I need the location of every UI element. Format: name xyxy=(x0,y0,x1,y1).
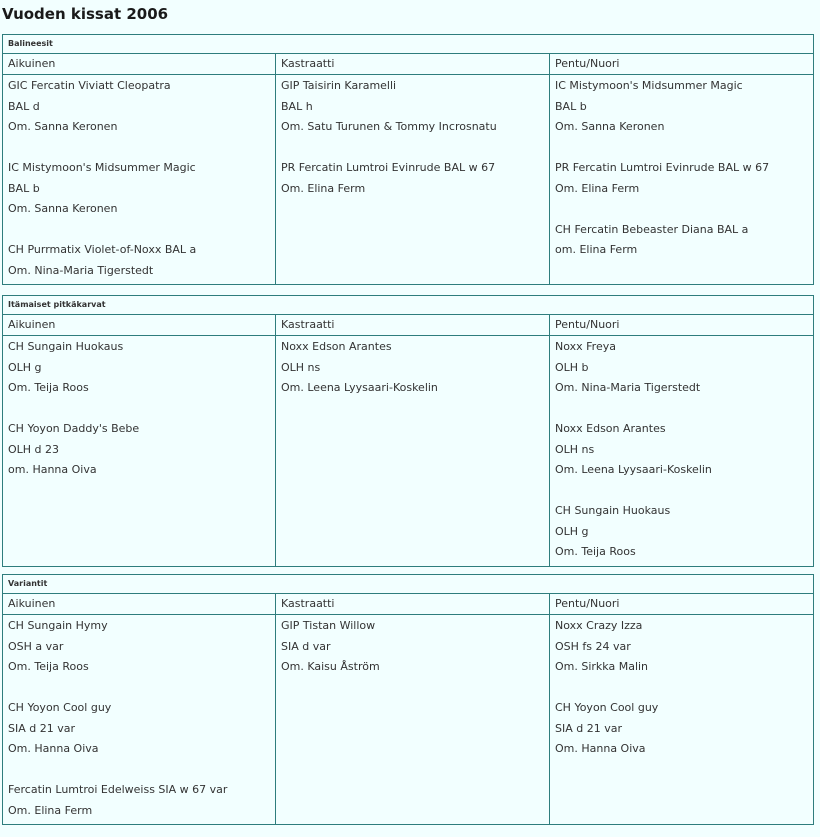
category-cell xyxy=(3,615,276,825)
cat-entry-line: CH Sungain Huokaus xyxy=(8,340,124,353)
cat-entry-line: OLH d 23 xyxy=(8,442,60,456)
cat-entry-line: SIA d var xyxy=(281,639,331,653)
page-title: Vuoden kissat 2006 xyxy=(2,5,169,23)
section-table xyxy=(2,34,814,285)
cat-entry-line: OLH ns xyxy=(281,360,321,374)
cat-entry-line: OLH ns xyxy=(555,442,595,456)
column-header: Pentu/Nuori xyxy=(550,54,814,75)
section-title: Itämaiset pitkäkarvat xyxy=(3,296,814,315)
cat-entry-line: CH Purrmatix Violet-of-Noxx BAL a xyxy=(8,243,197,256)
cat-entry-line: Om. Sanna Keronen xyxy=(555,120,665,133)
column-header: Aikuinen xyxy=(3,315,276,336)
column-header: Kastraatti xyxy=(276,594,550,615)
cat-entry-line: OLH g xyxy=(555,524,589,538)
cat-entry-line: Om. Teija Roos xyxy=(8,381,89,394)
cat-entry-line: CH Yoyon Cool guy xyxy=(555,701,659,714)
cat-entry-line: PR Fercatin Lumtroi Evinrude BAL w 67 xyxy=(555,161,770,174)
cat-entry-line: BAL b xyxy=(8,181,40,195)
section-table xyxy=(2,574,814,825)
category-cell xyxy=(550,75,814,285)
cat-entry-line: Noxx Edson Arantes xyxy=(555,422,666,435)
section-title: Balineesit xyxy=(3,35,814,54)
cat-entry-line: Om. Hanna Oiva xyxy=(555,742,646,755)
column-header: Pentu/Nuori xyxy=(550,315,814,336)
cat-entry-line: PR Fercatin Lumtroi Evinrude BAL w 67 xyxy=(281,161,496,174)
cat-entry-line: Om. Leena Lyysaari-Koskelin xyxy=(555,463,712,476)
column-header: Aikuinen xyxy=(3,54,276,75)
cat-entry-line: Noxx Crazy Izza xyxy=(555,619,643,632)
column-header: Aikuinen xyxy=(3,594,276,615)
cat-entry-line: GIP Taisirin Karamelli xyxy=(281,79,397,92)
cat-entry-line: SIA d 21 var xyxy=(555,721,622,735)
cat-entry-line: Om. Teija Roos xyxy=(555,545,636,558)
cat-entry-line: OLH b xyxy=(555,360,589,374)
column-header: Pentu/Nuori xyxy=(550,594,814,615)
cat-entry-line: OSH a var xyxy=(8,639,64,653)
cat-entry-line: BAL b xyxy=(555,99,587,113)
cat-entry-line: Noxx Freya xyxy=(555,340,616,353)
cat-entry-line: Om. Sanna Keronen xyxy=(8,120,118,133)
cat-entry-line: Om. Satu Turunen & Tommy Incrosnatu xyxy=(281,120,497,133)
cat-entry-line: SIA d 21 var xyxy=(8,721,75,735)
category-cell xyxy=(3,75,276,285)
category-cell xyxy=(276,336,550,567)
cat-entry-line: Om. Elina Ferm xyxy=(281,181,366,195)
cat-entry-line: om. Elina Ferm xyxy=(555,243,638,256)
cat-entry-line: Om. Elina Ferm xyxy=(8,803,93,817)
cat-entry-line: GIC Fercatin Viviatt Cleopatra xyxy=(8,79,171,92)
cat-entry-line: BAL d xyxy=(8,99,40,113)
cat-entry-line: Om. Leena Lyysaari-Koskelin xyxy=(281,381,438,394)
cat-entry-line: CH Fercatin Bebeaster Diana BAL a xyxy=(555,222,749,236)
cat-entry-line: Om. Kaisu Åström xyxy=(281,660,380,673)
cat-entry-line: Om. Nina-Maria Tigerstedt xyxy=(8,263,154,277)
cat-entry-line: Om. Teija Roos xyxy=(8,660,89,673)
cat-entry-line: OLH g xyxy=(8,360,42,374)
cat-entry-line: CH Sungain Hymy xyxy=(8,619,108,632)
column-header: Kastraatti xyxy=(276,54,550,75)
category-cell xyxy=(276,615,550,825)
cat-entry-line: Om. Sirkka Malin xyxy=(555,660,649,673)
category-cell xyxy=(3,336,276,567)
cat-entry-line: Om. Hanna Oiva xyxy=(8,742,99,755)
cat-entry-line: Om. Sanna Keronen xyxy=(8,202,118,215)
cat-entry-line: Om. Nina-Maria Tigerstedt xyxy=(555,381,701,394)
section-table xyxy=(2,295,814,567)
cat-entry-line: Fercatin Lumtroi Edelweiss SIA w 67 var xyxy=(8,783,228,796)
cat-entry-line: IC Mistymoon's Midsummer Magic xyxy=(8,161,196,174)
cat-entry-line: IC Mistymoon's Midsummer Magic xyxy=(555,79,743,92)
cat-entry-line: Om. Elina Ferm xyxy=(555,181,640,195)
cat-entry-line: CH Yoyon Cool guy xyxy=(8,701,112,714)
cat-entry-line: GIP Tistan Willow xyxy=(281,619,376,632)
cat-entry-line: CH Sungain Huokaus xyxy=(555,504,671,517)
category-cell xyxy=(550,615,814,825)
category-cell xyxy=(276,75,550,285)
cat-entry-line: OSH fs 24 var xyxy=(555,639,631,653)
cat-entry-line: om. Hanna Oiva xyxy=(8,463,97,476)
cat-entry-line: BAL h xyxy=(281,99,313,113)
category-cell xyxy=(550,336,814,567)
cat-entry-line: Noxx Edson Arantes xyxy=(281,340,392,353)
cat-entry-line: CH Yoyon Daddy's Bebe xyxy=(8,422,140,435)
column-header: Kastraatti xyxy=(276,315,550,336)
section-title: Variantit xyxy=(3,575,814,594)
